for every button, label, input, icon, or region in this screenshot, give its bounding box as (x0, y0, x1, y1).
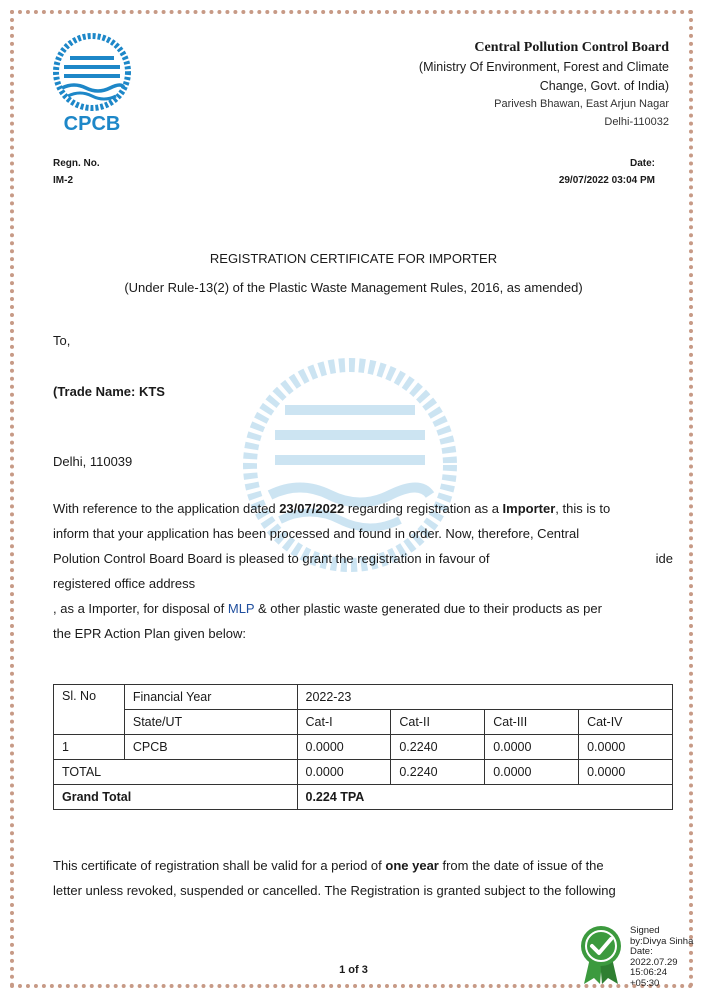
cpcb-logo-icon (44, 32, 140, 136)
body-line-5: , as a Importer, for disposal of MLP & other plastic waste generated due to their products as per (53, 601, 602, 616)
svg-text:CPCB: CPCB (63, 113, 121, 135)
cat-header: Cat-I (297, 710, 391, 735)
regn-value: IM-2 (53, 175, 73, 186)
signature-line: 15:06:24 (630, 967, 667, 978)
certificate-title: REGISTRATION CERTIFICATE FOR IMPORTER (209, 251, 498, 266)
validity-line-2: letter unless revoked, suspended or cancelled. The Registration is granted subject to the following (53, 883, 616, 898)
financial-year-value: 2022-23 (297, 685, 673, 710)
cat-header: Cat-II (391, 710, 485, 735)
table-cell: 0.2240 (391, 760, 485, 785)
col-state-header: State/UT (124, 710, 297, 735)
table-row (54, 785, 673, 810)
ministry-line-1: (Ministry Of Environment, Forest and Climate (418, 60, 669, 74)
epr-action-plan-table (53, 684, 673, 810)
signature-line: Date: (630, 946, 653, 957)
table-cell: 0.0000 (579, 735, 673, 760)
date-label: Date: (629, 158, 655, 169)
salutation: To, (53, 333, 71, 348)
body-line-1: With reference to the application dated 23/07/2022 regarding registration as a Importer, this is to (53, 501, 611, 516)
signature-line: Signed (630, 925, 660, 936)
grand-total-value: 0.224 TPA (297, 785, 673, 810)
trade-name: (Trade Name: KTS (53, 384, 165, 399)
org-name: Central Pollution Control Board (474, 40, 669, 55)
col-slno-header: Sl. No (54, 685, 125, 735)
table-row (54, 685, 673, 710)
digital-signature-text (630, 926, 693, 989)
total-label: TOTAL (54, 760, 298, 785)
signature-line: by:Divya Sinha (630, 935, 694, 947)
table-row (54, 735, 673, 760)
application-date: 23/07/2022 (279, 501, 345, 516)
cat-header: Cat-IV (579, 710, 673, 735)
table-cell: 0.0000 (297, 735, 391, 760)
digital-signature-seal-icon (576, 924, 626, 986)
table-cell: 1 (54, 735, 125, 760)
page-number: 1 of 3 (339, 964, 368, 976)
table-cell: 0.0000 (297, 760, 391, 785)
registration-role: Importer (502, 501, 556, 516)
body-line-2: inform that your application has been processed and found in order. Now, therefore, Central (53, 526, 580, 541)
table-cell: 0.0000 (579, 760, 673, 785)
validity-period: one year (385, 858, 439, 873)
ministry-line-2: Change, Govt. of India) (539, 79, 669, 93)
validity-line-1: This certificate of registration shall be valid for a period of one year from the date of issue of the (53, 858, 604, 873)
mlp-term: MLP (227, 601, 255, 616)
body-paragraph (53, 496, 673, 646)
table-cell: CPCB (124, 735, 297, 760)
address-line-2: Delhi-110032 (604, 116, 669, 128)
body-line-6: the EPR Action Plan given below: (53, 626, 246, 641)
signature-line: 2022.07.29 (630, 956, 678, 968)
body-line-4: registered office address (53, 576, 196, 591)
date-value: 29/07/2022 03:04 PM (558, 175, 655, 186)
recipient-city: Delhi, 110039 (53, 454, 133, 469)
body-line-3: Polution Control Board Board is pleased to grant the registration in favour of ide (53, 551, 673, 566)
grand-total-label: Grand Total (54, 785, 298, 810)
validity-paragraph (53, 853, 673, 903)
cat-header: Cat-III (485, 710, 579, 735)
table-row (54, 760, 673, 785)
table-cell: 0.2240 (391, 735, 485, 760)
table-cell: 0.0000 (485, 735, 579, 760)
table-row (54, 710, 673, 735)
col-financial-year-header: Financial Year (124, 685, 297, 710)
address-line-1: Parivesh Bhawan, East Arjun Nagar (494, 98, 669, 110)
certificate-subtitle: (Under Rule-13(2) of the Plastic Waste Management Rules, 2016, as amended) (124, 280, 583, 295)
signature-line: +05:30 (630, 977, 660, 989)
table-cell: 0.0000 (485, 760, 579, 785)
regn-label: Regn. No. (53, 158, 100, 169)
